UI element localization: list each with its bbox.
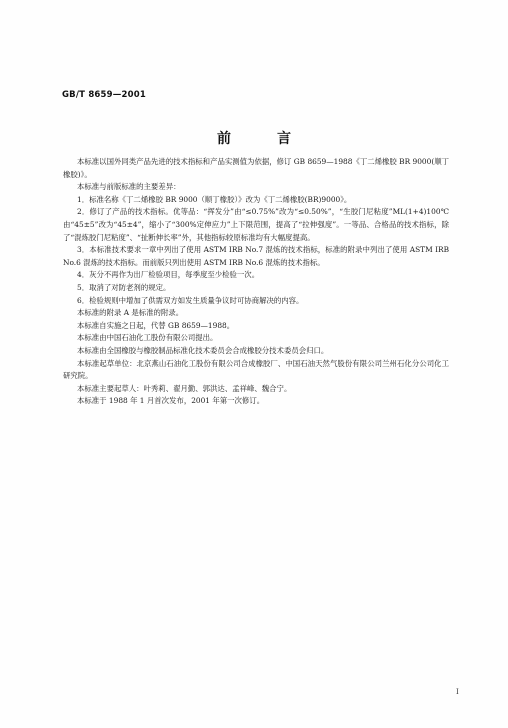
paragraph-diff-4: 4．灰分不再作为出厂检验项目，每季度至少检验一次。 bbox=[77, 270, 260, 280]
paragraph-drafters: 本标准主要起草人：叶秀莉、翟月勤、郭洪达、孟祥峰、魏合宁。 bbox=[77, 383, 292, 393]
paragraph-diff-6: 6．检验规则中增加了供需双方如发生质量争议时可协商解决的内容。 bbox=[77, 295, 304, 305]
page-title: 前 言 bbox=[217, 131, 307, 147]
paragraph-basis: 本标准以国外同类产品先进的技术指标和产品实测值为依据，修订 GB 8659—1988《丁二烯橡胶 BR 9000(顺丁橡胶)》。 bbox=[63, 157, 449, 179]
preface-body bbox=[63, 156, 449, 408]
paragraph-differences-intro: 本标准与前版标准的主要差异： bbox=[77, 182, 181, 192]
paragraph-replaces: 本标准自实施之日起，代替 GB 8659—1988。 bbox=[77, 320, 235, 330]
paragraph-diff-5: 5．取消了对防老剂的规定。 bbox=[77, 282, 171, 292]
page-number: I bbox=[456, 688, 459, 696]
paragraph-diff-3: 3．本标准技术要求一章中列出了使用 ASTM IRB No.7 混炼的技术指标，标准的附录中列出了使用 ASTM IRB No.6 混炼的技术指标。而前版只列出使用 ASTM IRB No.6 混炼的技术指标。 bbox=[63, 245, 449, 267]
paragraph-proposed-by: 本标准由中国石油化工股份有限公司提出。 bbox=[77, 333, 218, 343]
paragraph-centralized-by: 本标准由全国橡胶与橡胶制品标准化技术委员会合成橡胶分技术委员会归口。 bbox=[77, 345, 329, 355]
paragraph-appendix: 本标准的附录 A 是标准的附录。 bbox=[77, 308, 184, 318]
paragraph-diff-1: 1．标准名称《丁二烯橡胶 BR 9000（顺丁橡胶）》改为《丁二烯橡胶(BR)9000》。 bbox=[77, 194, 352, 204]
standard-code: GB/T 8659—2001 bbox=[62, 90, 146, 100]
paragraph-drafting-units: 本标准起草单位：北京燕山石油化工股份有限公司合成橡胶厂、中国石油天然气股份有限公司兰州石化分公司化工研究院。 bbox=[63, 358, 449, 381]
paragraph-history: 本标准于 1988 年 1 月首次发布，2001 年第一次修订。 bbox=[77, 396, 265, 406]
paragraph-diff-2: 2．修订了产品的技术指标。优等品：“挥发分”由“≤0.75%”改为“≤0.50%”，“生胶门尼粘度”ML(1+4)100℃由“45±5”改为“45±4”，缩小了“300%定伸应力”上下限范围，提高了“拉伸强度”。一等品、合格品的技术指标，除了“混炼胶门尼粘度”、“扯断伸长率”外，其他指标较原标准均有大幅度提高。 bbox=[63, 207, 449, 242]
